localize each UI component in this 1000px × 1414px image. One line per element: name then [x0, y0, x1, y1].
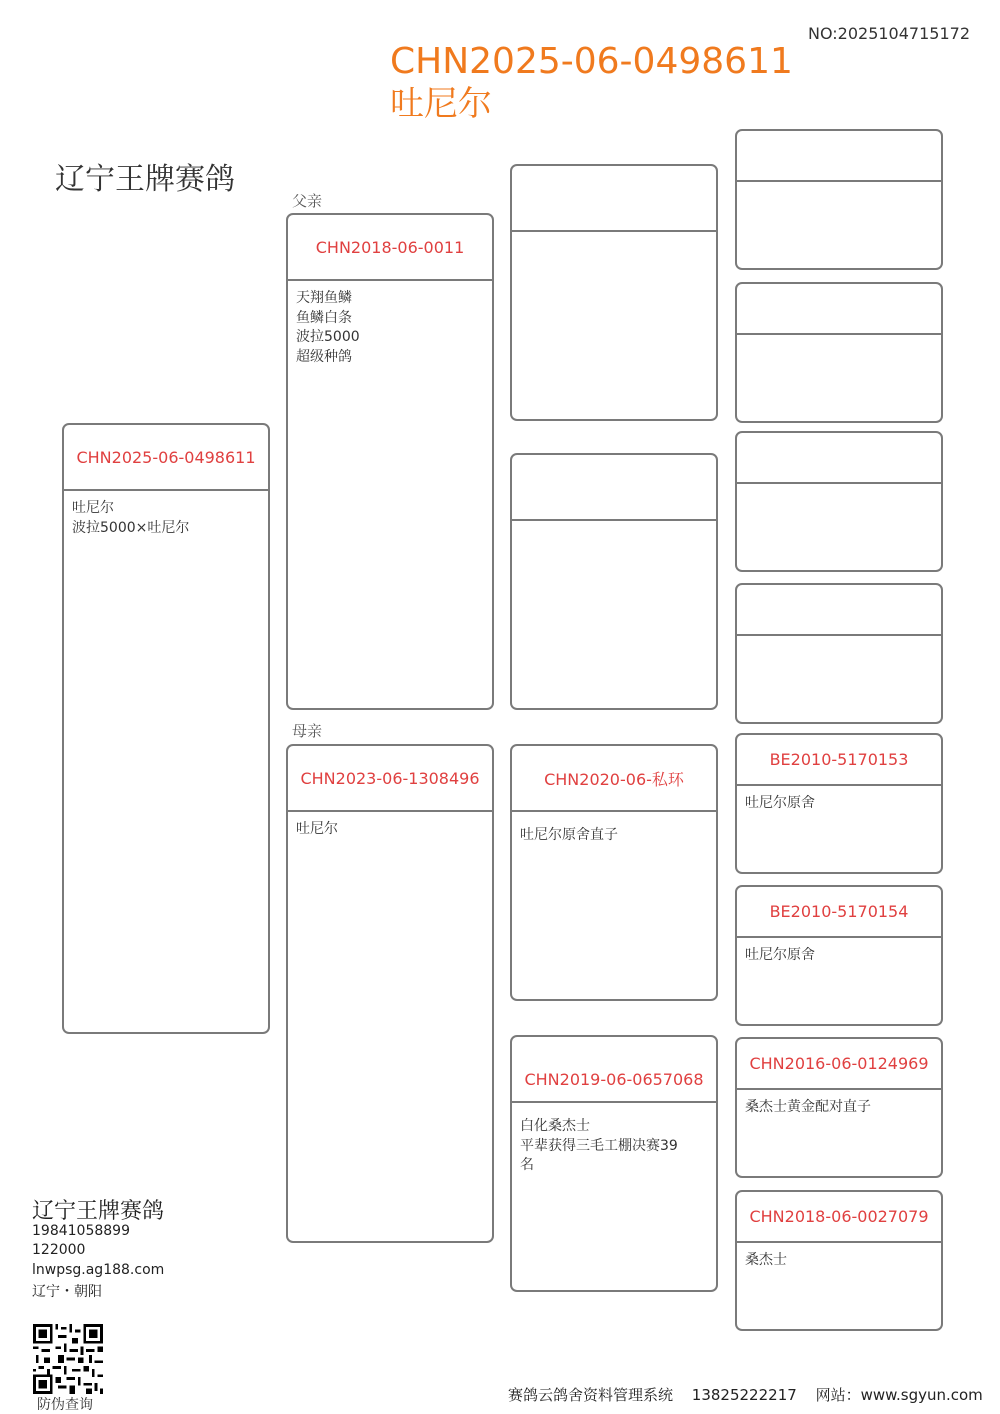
sire-ring: CHN2018-06-0011 — [288, 215, 492, 281]
qr-code[interactable] — [33, 1324, 103, 1394]
pigeon-name-title: 吐尼尔 — [390, 84, 492, 124]
grandparent-ring — [512, 166, 716, 232]
footer-loft-name: 辽宁王牌赛鸽 — [32, 1199, 165, 1224]
great-grandparent-ring — [737, 585, 941, 636]
dam-ring: CHN2023-06-1308496 — [288, 746, 492, 812]
great-grandparent-notes — [737, 182, 941, 190]
dam-card — [286, 744, 494, 1243]
grandparent-ring: CHN2020-06-私环 — [512, 746, 716, 812]
grandparent-notes — [512, 521, 716, 529]
great-grandparent-notes: 桑杰士黄金配对直子 — [745, 1099, 871, 1115]
footer-website[interactable]: lnwpsg.ag188.com — [32, 1262, 165, 1278]
dam-notes: 吐尼尔 — [296, 821, 338, 837]
great-grandparent-card — [735, 583, 943, 724]
system-site[interactable]: 网站：www.sgyun.com — [815, 1386, 983, 1404]
loft-name: 辽宁王牌赛鸽 — [55, 162, 235, 197]
great-grandparent-card — [735, 885, 943, 1026]
great-grandparent-notes — [737, 335, 941, 343]
grandparent-notes: 白化桑杰士 平辈获得三毛工棚决赛39 名 — [520, 1118, 678, 1173]
system-name: 赛鸽云鸽舍资料管理系统 — [508, 1386, 674, 1404]
grandparent-card — [510, 164, 718, 421]
great-grandparent-card — [735, 431, 943, 572]
great-grandparent-notes: 吐尼尔原舍 — [745, 947, 815, 963]
grandparent-notes: 吐尼尔原舍直子 — [520, 827, 618, 843]
qr-label: 防伪查询 — [37, 1397, 93, 1413]
subject-ring: CHN2025-06-0498611 — [64, 425, 268, 491]
father-label: 父亲 — [292, 192, 323, 210]
subject-notes: 吐尼尔 波拉5000×吐尼尔 — [72, 500, 190, 536]
grandparent-ring: CHN2019-06-0657068 — [512, 1037, 716, 1103]
grandparent-card — [510, 453, 718, 710]
great-grandparent-notes — [737, 636, 941, 644]
great-grandparent-card — [735, 282, 943, 423]
document-number: NO:2025104715172 — [807, 24, 970, 43]
great-grandparent-ring: BE2010-5170153 — [737, 735, 941, 786]
subject-card — [62, 423, 270, 1034]
great-grandparent-card — [735, 129, 943, 270]
bottom-bar — [508, 1384, 997, 1405]
grandparent-notes — [512, 232, 716, 240]
footer-phone: 19841058899 — [32, 1223, 130, 1239]
sire-notes: 天翔鱼鳞 鱼鳞白条 波拉5000 超级种鸽 — [296, 290, 360, 365]
sire-card — [286, 213, 494, 710]
great-grandparent-ring — [737, 284, 941, 335]
mother-label: 母亲 — [292, 722, 323, 740]
great-grandparent-ring: CHN2016-06-0124969 — [737, 1039, 941, 1090]
great-grandparent-ring: CHN2018-06-0027079 — [737, 1192, 941, 1243]
great-grandparent-notes: 吐尼尔原舍 — [745, 795, 815, 811]
footer-postcode: 122000 — [32, 1242, 86, 1258]
grandparent-ring — [512, 455, 716, 521]
system-phone: 13825222217 — [691, 1386, 797, 1404]
grandparent-card — [510, 744, 718, 1001]
pigeon-ring-title: CHN2025-06-0498611 — [390, 41, 793, 82]
great-grandparent-card — [735, 1037, 943, 1178]
great-grandparent-ring — [737, 131, 941, 182]
great-grandparent-notes: 桑杰士 — [745, 1252, 787, 1268]
grandparent-card — [510, 1035, 718, 1292]
great-grandparent-ring: BE2010-5170154 — [737, 887, 941, 938]
great-grandparent-card — [735, 1190, 943, 1331]
great-grandparent-ring — [737, 433, 941, 484]
great-grandparent-notes — [737, 484, 941, 492]
great-grandparent-card — [735, 733, 943, 874]
footer-location: 辽宁・朝阳 — [32, 1284, 102, 1300]
